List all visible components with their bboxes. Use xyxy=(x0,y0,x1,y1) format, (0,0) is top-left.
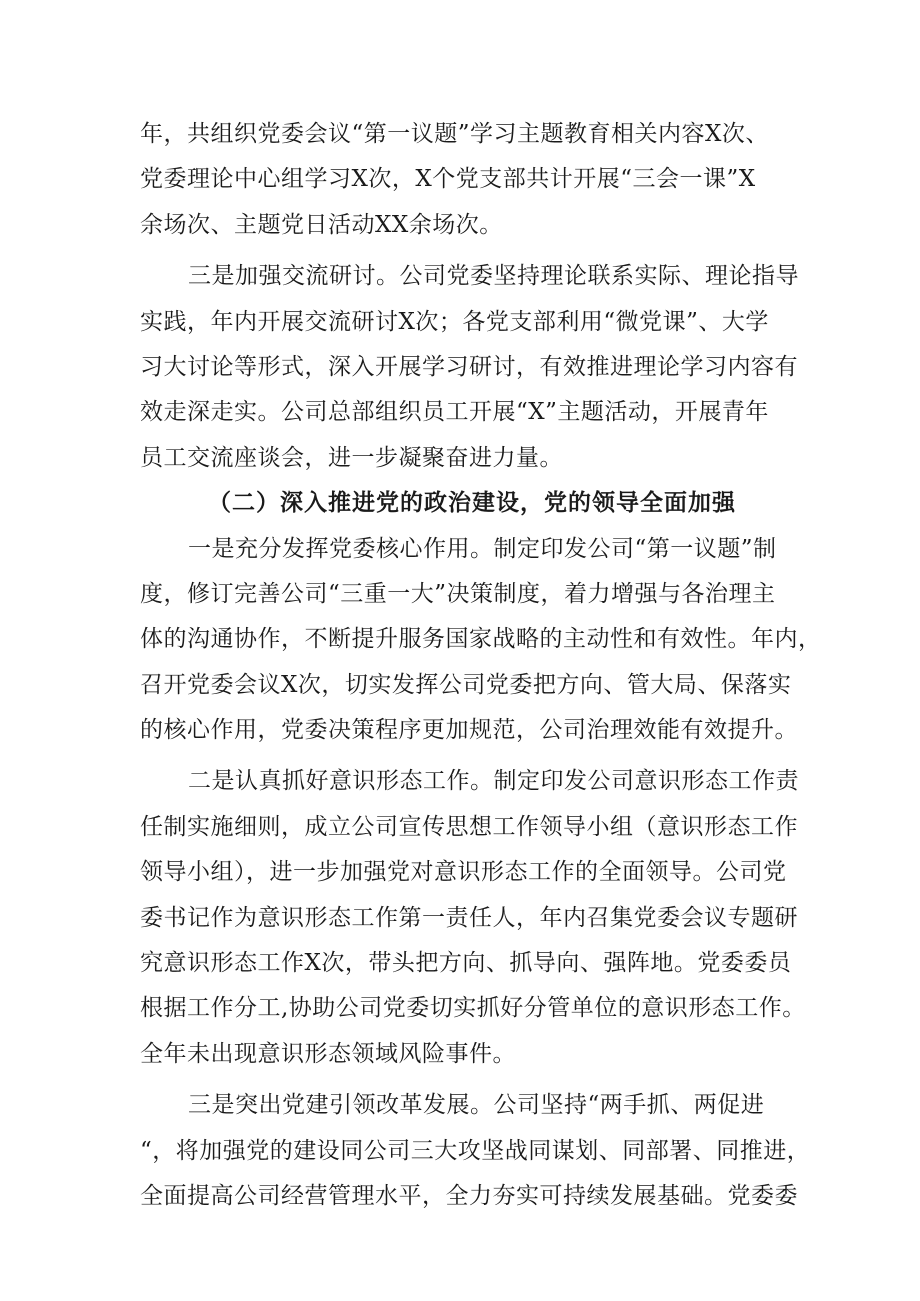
paragraph-2 xyxy=(140,254,800,481)
text-line: “，将加强党的建设同公司三大攻坚战同谋划、同部署、同推进， xyxy=(140,1137,811,1164)
text-line: 一是充分发挥党委核心作用。制定印发公司“第一议题”制 xyxy=(188,535,777,562)
text-line: 任制实施细则，成立公司宣传思想工作领导小组（意识形态工作 xyxy=(140,813,798,840)
text-line: 二是认真抓好意识形态工作。制定印发公司意识形态工作责 xyxy=(188,768,799,795)
text-line: 员工交流座谈会，进一步凝聚奋进力量。 xyxy=(140,444,563,471)
text-line: 全年未出现意识形态领域风险事件。 xyxy=(140,1040,516,1067)
paragraph-5 xyxy=(140,1083,811,1219)
text-line: 余场次、主题党日活动XX余场次。 xyxy=(140,211,503,238)
text-line: 的核心作用，党委决策程序更加规范，公司治理效能有效提升。 xyxy=(140,717,798,744)
text-line: 习大讨论等形式，深入开展学习研讨，有效推进理论学习内容有 xyxy=(140,353,798,380)
paragraph-1 xyxy=(140,112,800,248)
text-line: 体的沟通协作，不断提升服务国家战略的主动性和有效性。年内， xyxy=(140,626,822,653)
text-line: 根据工作分工,协助公司党委切实抓好分管单位的意识形态工作。 xyxy=(140,995,806,1022)
section-heading xyxy=(140,481,800,526)
text-line: 三是加强交流研讨。公司党委坚持理论联系实际、理论指导 xyxy=(188,263,799,290)
text-line: 领导小组），进一步加强党对意识形态工作的全面领导。公司党 xyxy=(140,859,787,886)
text-line: 究意识形态工作X次，带头把方向、抓导向、强阵地。党委委员 xyxy=(140,950,792,977)
text-line: 党委理论中心组学习X次，X个党支部共计开展“三会一课”X xyxy=(140,166,756,193)
text-line: 委书记作为意识形态工作第一责任人，年内召集党委会议专题研 xyxy=(140,904,798,931)
text-line: 三是突出党建引领改革发展。公司坚持“两手抓、两促进 xyxy=(188,1092,765,1119)
text-line: 年，共组织党委会议“第一议题”学习主题教育相关内容X次、 xyxy=(140,121,769,147)
text-line: 度，修订完善公司“三重一大”决策制度，着力增强与各治理主 xyxy=(140,580,776,607)
paragraph-3 xyxy=(140,527,822,754)
text-line: 效走深走实。公司总部组织员工开展“X”主题活动，开展青年 xyxy=(140,399,769,426)
section-heading-text: （二）深入推进党的政治建设，党的领导全面加强 xyxy=(208,490,736,517)
document-body xyxy=(140,112,822,1219)
text-line: 实践，年内开展交流研讨X次；各党支部利用“微党课”、大学 xyxy=(140,308,769,335)
paragraph-4 xyxy=(140,759,806,1077)
text-line: 召开党委会议X次，切实发挥公司党委把方向、管大局、保落实 xyxy=(140,671,792,698)
text-line: 全面提高公司经营管理水平，全力夯实可持续发展基础。党委委 xyxy=(140,1182,798,1209)
